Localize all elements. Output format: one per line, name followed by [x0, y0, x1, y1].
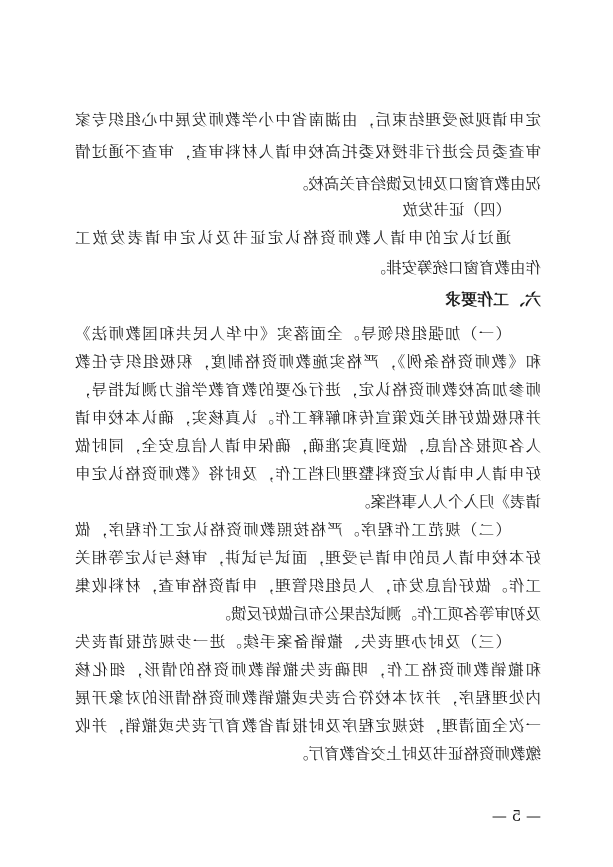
text-line: （二）规范工作程序。严格按照教师资格认定工作程序，做	[75, 521, 511, 539]
text-line: 及初审等各项工作。测试结果公布后做好反馈。	[215, 605, 541, 623]
text-line: 内处理程序，并对本校符合丧失或撤销教师资格情形的对象开展	[75, 689, 541, 707]
text-line: 人各项报名信息，做到真实准确，确保申请人信息安全，同时做	[75, 437, 541, 455]
text-line: （三）及时办理丧失、撤销备案手续。进一步规范报请丧失	[75, 633, 511, 651]
text-line: 请表》归入个人人事档案。	[354, 493, 541, 511]
page-number: — 5 —	[491, 807, 541, 825]
subheading: （四）证书发放	[402, 201, 511, 219]
text-line: 通过认定的申请人教师资格认定证书及认定申请表发放工	[75, 229, 511, 247]
text-line: 审查委员会进行非授权委托高校申请人材料审查，审查不通过情	[75, 143, 541, 161]
text-line: 缴教师资格证书及时上交省教育厅。	[292, 745, 541, 763]
text-line: 工作。做好信息发布，人员组织管理，申请资格审查，材料收集	[75, 577, 541, 595]
text-line: 定申请现场受理结束后，由湖南省中小学教师发展中心组织专家	[75, 111, 541, 129]
text-line: 好申请人申请认定资料整理归档工作，及时将《教师资格认定申	[75, 465, 541, 483]
text-line: 好本校申请人员的申请与受理，面试与试讲，审核与认定等相关	[75, 549, 541, 567]
text-line: 师参加高校教师资格认定，进行必要的教育教学能力测试指导，	[75, 381, 541, 399]
text-line: 一次全面清理，按规定程序及时报请省教育厅丧失或撤销，并收	[75, 717, 541, 735]
text-line: （一）加强组织领导。全面落实《中华人民共和国教师法》	[75, 325, 511, 343]
section-heading: 六、工作要求	[444, 290, 541, 309]
text-line: 和撤销教师资格工作，明确丧失撤销教师资格的情形，细化核	[75, 661, 541, 679]
text-line: 况由教育窗口及时反馈给有关高校。	[292, 175, 541, 193]
text-line: 作由教育窗口统筹安排。	[370, 259, 541, 277]
text-line: 和《教师资格条例》，严格实施教师资格制度，积极组织专任教	[75, 353, 541, 371]
text-line: 并积极做好相关政策宣传和解释工作。认真核实，确认本校申请	[75, 409, 541, 427]
